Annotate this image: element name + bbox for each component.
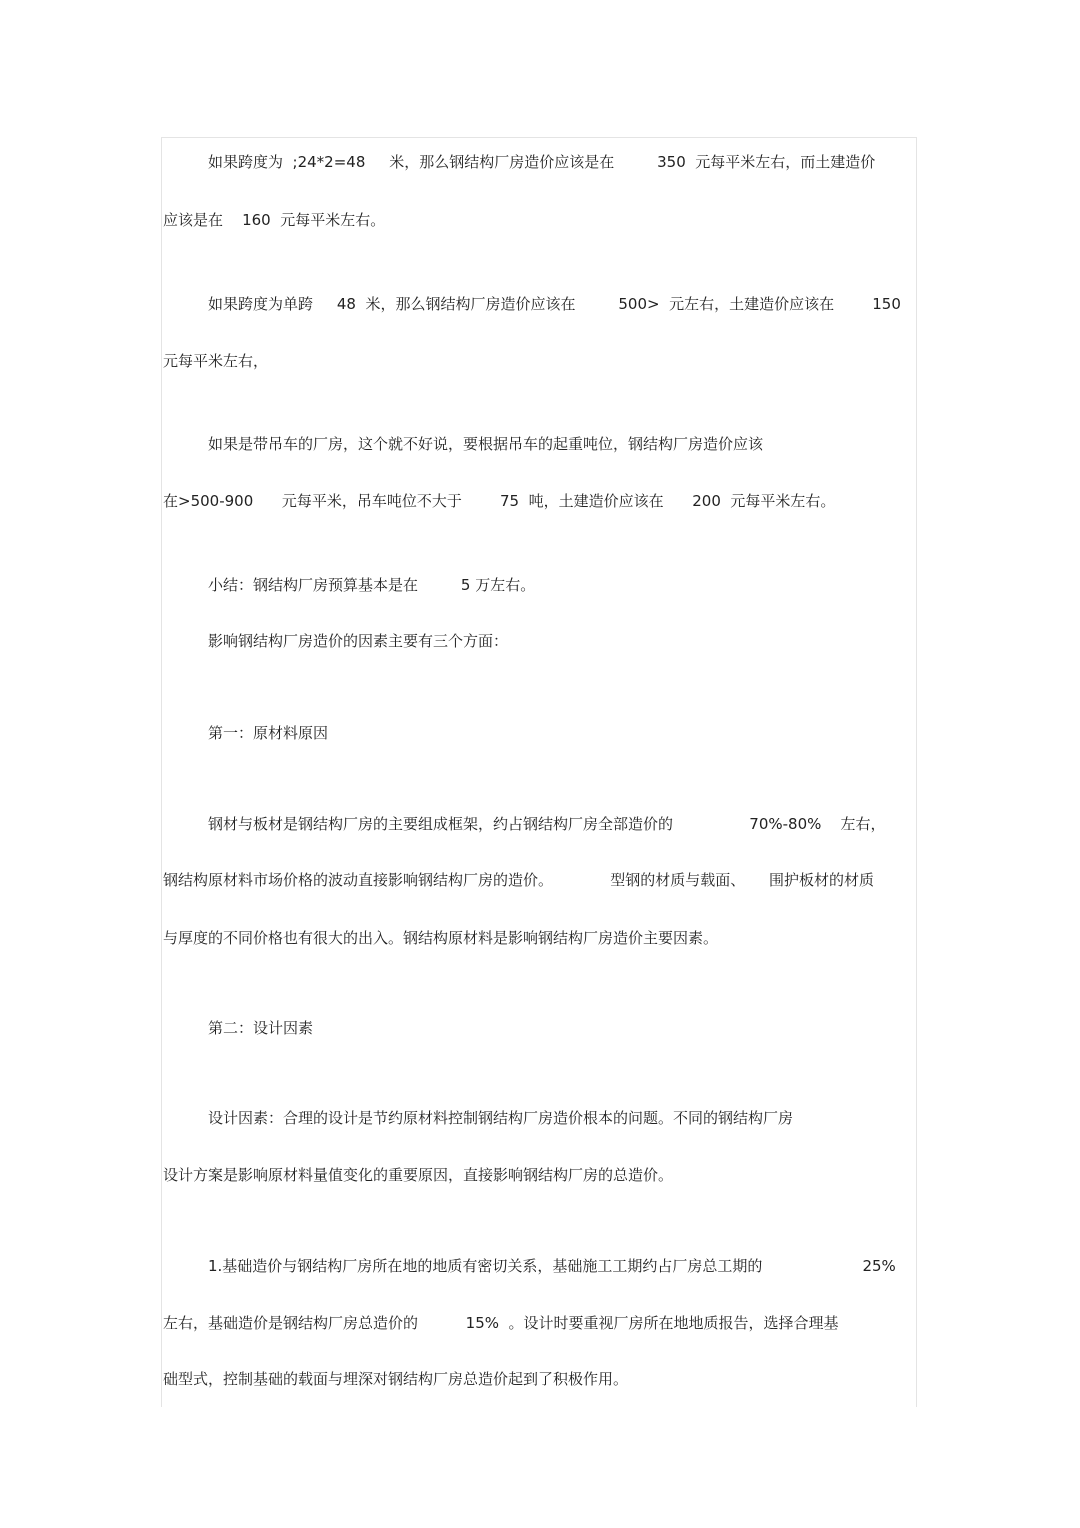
heading-second-design: 第二：设计因素 — [208, 1019, 314, 1037]
paragraph-foundation-line-2: 左右，基础造价是钢结构厂房总造价的 15% 。设计时要重视厂房所在地地质报告，选择合理基 — [163, 1314, 839, 1332]
paragraph-foundation-line-1: 1.基础造价与钢结构厂房所在地的地质有密切关系，基础施工工期约占厂房总工期的 25% — [208, 1257, 896, 1275]
paragraph-crane-line-1: 如果是带吊车的厂房，这个就不好说，要根据吊车的起重吨位，钢结构厂房造价应该 — [208, 435, 764, 453]
factors-intro-line: 影响钢结构厂房造价的因素主要有三个方面： — [208, 632, 509, 650]
paragraph-span-1-line-1: 如果跨度为 ;24*2=48 米，那么钢结构厂房造价应该是在 350 元每平米左右，而土建造价 — [208, 153, 876, 171]
paragraph-materials-line-1: 钢材与板材是钢结构厂房的主要组成框架，约占钢结构厂房全部造价的 70%-80% 左右， — [208, 815, 886, 833]
paragraph-materials-line-3: 与厚度的不同价格也有很大的出入。钢结构原材料是影响钢结构厂房造价主要因素。 — [163, 929, 719, 947]
paragraph-crane-line-2: 在>500-900 元每平米，吊车吨位不大于 75 吨，土建造价应该在 200 元每平米左右。 — [163, 492, 836, 510]
page-frame — [161, 137, 917, 1407]
paragraph-materials-line-2: 钢结构原材料市场价格的波动直接影响钢结构厂房的造价。 型钢的材质与载面、 围护板材的材质 — [163, 871, 875, 889]
paragraph-span-2-line-2: 元每平米左右， — [163, 352, 269, 370]
paragraph-span-1-line-2: 应该是在 160 元每平米左右。 — [163, 211, 386, 229]
summary-line: 小结：钢结构厂房预算基本是在 5 万左右。 — [208, 576, 536, 594]
paragraph-design-line-2: 设计方案是影响原材料量值变化的重要原因，直接影响钢结构厂房的总造价。 — [163, 1166, 674, 1184]
paragraph-span-2-line-1: 如果跨度为单跨 48 米，那么钢结构厂房造价应该在 500> 元左右，土建造价应该在 150 — [208, 295, 901, 313]
heading-first-materials: 第一：原材料原因 — [208, 724, 329, 742]
paragraph-foundation-line-3: 础型式，控制基础的载面与埋深对钢结构厂房总造价起到了积极作用。 — [163, 1370, 629, 1388]
paragraph-design-line-1: 设计因素：合理的设计是节约原材料控制钢结构厂房造价根本的问题。不同的钢结构厂房 — [208, 1109, 794, 1127]
